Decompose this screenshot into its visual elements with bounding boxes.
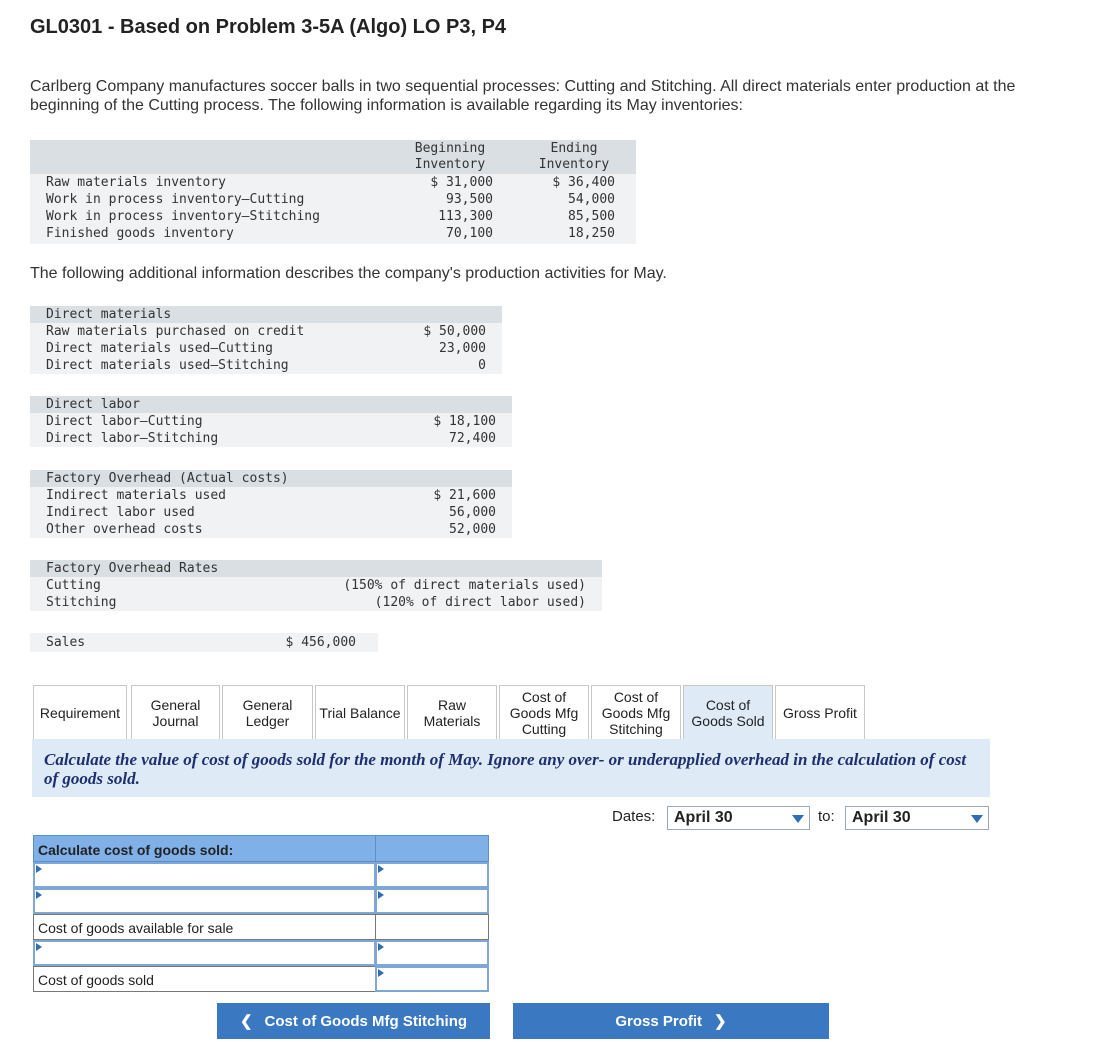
tab-requirement[interactable]: Requirement <box>33 685 127 739</box>
direct-materials-row-value: 23,000 <box>439 341 486 356</box>
cogs-amount-input-3[interactable] <box>375 940 489 966</box>
dropdown-flag-icon <box>36 865 42 873</box>
chevron-left-icon: ❮ <box>239 1013 253 1030</box>
tab-cogm-stitching[interactable]: Cost of Goods Mfg Stitching <box>591 685 681 739</box>
intro-text: Carlberg Company manufactures soccer balls in two sequential processes: Cutting and Stitching. All direct materials enter production at the beginning of the Cutting process. The following information is available regarding its May inventories: <box>30 78 1016 114</box>
cogs-available-amount <box>375 914 489 940</box>
dates-label: Dates: <box>612 808 656 825</box>
cogs-label-input-1[interactable] <box>33 862 376 888</box>
inventory-row-end: $ 36,400 <box>552 175 615 190</box>
overhead-row-label: Other overhead costs <box>46 522 203 537</box>
next-button[interactable]: Gross Profit ❯ <box>513 1003 829 1039</box>
direct-materials-header: Direct materials <box>46 307 172 322</box>
inventory-row-begin: 113,300 <box>438 209 493 224</box>
overhead-row-label: Indirect labor used <box>46 505 195 520</box>
cogs-label-input-3[interactable] <box>33 940 376 966</box>
sales-value: $ 456,000 <box>285 635 356 650</box>
direct-labor-header: Direct labor <box>46 397 140 412</box>
direct-labor-row-label: Direct labor—Stitching <box>46 431 219 446</box>
inventory-row-begin: $ 31,000 <box>430 175 493 190</box>
prev-button[interactable]: ❮ Cost of Goods Mfg Stitching <box>217 1003 490 1039</box>
cogs-table-header-amount <box>375 835 489 862</box>
cogs-available-label: Cost of goods available for sale <box>33 914 376 940</box>
cogs-table-header: Calculate cost of goods sold: <box>33 835 376 862</box>
rates-row-value: (150% of direct materials used) <box>343 578 586 593</box>
tab-general-journal[interactable]: General Journal <box>131 685 220 739</box>
dropdown-flag-icon <box>378 865 384 873</box>
dropdown-flag-icon <box>36 943 42 951</box>
overhead-header: Factory Overhead (Actual costs) <box>46 471 289 486</box>
rates-row-label: Cutting <box>46 578 101 593</box>
dropdown-flag-icon <box>378 943 384 951</box>
inventory-row-begin: 70,100 <box>446 226 493 241</box>
cogs-label-input-2[interactable] <box>33 888 376 914</box>
inventory-row-label: Raw materials inventory <box>46 175 227 190</box>
chevron-right-icon: ❯ <box>714 1013 727 1030</box>
inventory-row-label: Work in process inventory—Stitching <box>46 209 320 224</box>
direct-materials-row-label: Direct materials used—Stitching <box>46 358 289 373</box>
dates-to-label: to: <box>818 808 835 825</box>
rates-row-label: Stitching <box>46 595 117 610</box>
inventory-row-end: 18,250 <box>568 226 615 241</box>
inventory-end-header: Ending Inventory <box>538 141 610 172</box>
direct-labor-row-value: 72,400 <box>449 431 496 446</box>
overhead-row-value: $ 21,600 <box>433 488 496 503</box>
direct-labor-row-value: $ 18,100 <box>433 414 496 429</box>
tab-cogm-cutting[interactable]: Cost of Goods Mfg Cutting <box>499 685 589 739</box>
direct-materials-row-value: 0 <box>478 358 486 373</box>
page-title: GL0301 - Based on Problem 3-5A (Algo) LO P3, P4 <box>30 16 507 38</box>
overhead-row-value: 52,000 <box>449 522 496 537</box>
sales-label: Sales <box>46 635 86 650</box>
cogs-amount-input-2[interactable] <box>375 888 489 914</box>
cogs-amount-input-1[interactable] <box>375 862 489 888</box>
direct-materials-row-label: Raw materials purchased on credit <box>46 324 305 339</box>
additional-intro-text: The following additional information describes the company's production activities for May. <box>30 265 667 282</box>
tab-cost-of-goods-sold[interactable]: Cost of Goods Sold <box>683 685 773 739</box>
date-to-select[interactable] <box>845 806 989 830</box>
overhead-row-label: Indirect materials used <box>46 488 227 503</box>
dropdown-flag-icon <box>378 891 384 899</box>
dropdown-flag-icon <box>378 969 384 977</box>
chevron-down-icon <box>971 815 983 823</box>
direct-materials-row-label: Direct materials used—Cutting <box>46 341 273 356</box>
cogs-total-label: Cost of goods sold <box>33 966 376 992</box>
inventory-row-label: Finished goods inventory <box>46 226 234 241</box>
tab-gross-profit[interactable]: Gross Profit <box>775 685 865 739</box>
tab-raw-materials[interactable]: Raw Materials <box>407 685 497 739</box>
rates-header: Factory Overhead Rates <box>46 561 219 576</box>
inventory-row-end: 85,500 <box>568 209 615 224</box>
inventory-row-end: 54,000 <box>568 192 615 207</box>
inventory-begin-header: Beginning Inventory <box>414 141 486 172</box>
rates-row-value: (120% of direct labor used) <box>374 595 586 610</box>
date-from-value: April 30 <box>674 809 733 826</box>
inventory-row-begin: 93,500 <box>446 192 493 207</box>
direct-labor-row-label: Direct labor—Cutting <box>46 414 203 429</box>
tab-trial-balance[interactable]: Trial Balance <box>315 685 405 739</box>
overhead-row-value: 56,000 <box>449 505 496 520</box>
instruction-text: Calculate the value of cost of goods sold for the month of May. Ignore any over- or underapplied overhead in the calculation of cost of goods sold. <box>32 739 990 797</box>
date-to-value: April 30 <box>852 809 911 826</box>
cogs-total-amount-input[interactable] <box>375 966 489 992</box>
tab-general-ledger[interactable]: General Ledger <box>222 685 313 739</box>
date-from-select[interactable] <box>667 806 810 830</box>
chevron-down-icon <box>792 815 804 823</box>
inventory-row-label: Work in process inventory—Cutting <box>46 192 305 207</box>
direct-materials-row-value: $ 50,000 <box>423 324 486 339</box>
dropdown-flag-icon <box>36 891 42 899</box>
